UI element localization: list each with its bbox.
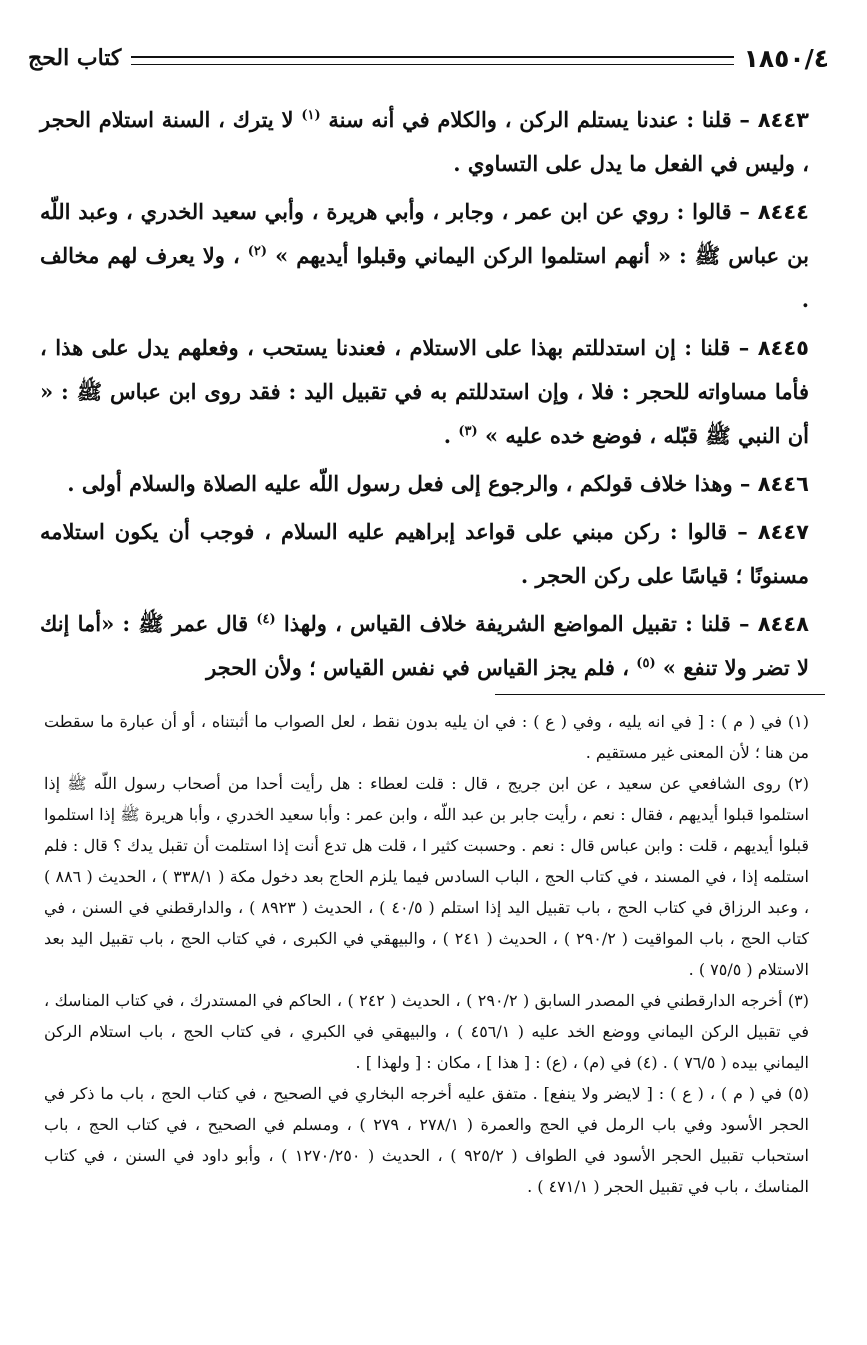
paragraph-text: – قلنا : عندنا يستلم الركن ، والكلام في أنه سنة xyxy=(320,107,750,132)
paragraph-8444 xyxy=(40,190,809,322)
paragraph-text: قال عمر ﷺ : «أما إنك لا تضر ولا تنفع » xyxy=(40,611,809,680)
main-text xyxy=(40,98,809,694)
paragraph-8443 xyxy=(40,98,809,186)
paragraph-number: ٨٤٤٤ xyxy=(757,200,809,224)
book-title: كتاب الحج xyxy=(28,45,122,71)
paragraph-8448 xyxy=(40,602,809,690)
footnote-separator xyxy=(495,694,825,695)
paragraph-number: ٨٤٤٥ xyxy=(757,336,809,360)
paragraph-text: . xyxy=(443,423,459,448)
paragraph-text: ، ولا يعرف لهم مخالف . xyxy=(40,243,809,312)
paragraph-text: ، فلم يجز القياس في نفس القياس ؛ ولأن الحجر xyxy=(206,655,637,680)
paragraph-text: – قلنا : إن استدللتم بهذا على الاستلام ، فعندنا يستحب ، وفعلهم يدل على هذا ، فأما مساواته للحجر : فلا ، وإن استدللتم به في تقبيل اليد : فقد روى ابن عباس ﷺ : « أن النبي ﷺ قبّله ، فوضع خده عليه » xyxy=(40,335,809,448)
paragraph-number: ٨٤٤٦ xyxy=(757,472,809,496)
paragraph-number: ٨٤٤٣ xyxy=(757,108,810,132)
page-header xyxy=(28,38,829,78)
page-number: ١٨٥٠/٤ xyxy=(743,43,829,73)
paragraph-text: – قالوا : ركن مبني على قواعد إبراهيم عليه السلام ، فوجب أن يكون استلامه مسنونًا ؛ قياسًا على ركن الحجر . xyxy=(40,519,809,588)
footnote-marker: (٢) xyxy=(247,244,268,259)
paragraph-number: ٨٤٤٨ xyxy=(757,612,809,636)
header-rule xyxy=(131,56,733,65)
paragraph-text: – قالوا : روي عن ابن عمر ، وجابر ، وأبي هريرة ، وأبي سعيد الخدري ، وعبد اللّه بن عباس ﷺ : « أنهم استلموا الركن اليماني وقبلوا أيديهم » xyxy=(40,199,809,268)
paragraph-text: لا يترك ، السنة استلام الحجر ، وليس في الفعل ما يدل على التساوي . xyxy=(40,107,809,176)
footnote-marker: (٤) xyxy=(256,612,276,627)
paragraph-8445 xyxy=(40,326,809,458)
paragraph-number: ٨٤٤٧ xyxy=(757,520,810,544)
paragraph-text: – وهذا خلاف قولكم ، والرجوع إلى فعل رسول اللّه عليه الصلاة والسلام أولى . xyxy=(67,471,751,496)
footnote-marker: (١) xyxy=(301,108,321,123)
footnote-marker: (٥) xyxy=(636,656,656,671)
paragraph-8446 xyxy=(40,462,809,506)
paragraph-text: – قلنا : تقبيل المواضع الشريفة خلاف القياس ، ولهذا xyxy=(275,611,750,636)
footnotes xyxy=(44,706,809,1202)
paragraph-8447 xyxy=(40,510,809,598)
footnote-marker: (٣) xyxy=(458,424,478,439)
footnote-5: (٥) في ( م ) ، ( ع ) : [ لايضر ولا ينفع] . متفق عليه أخرجه البخاري في الصحيح ، في كتاب الحج ، باب ما ذكر في الحجر الأسود وفي باب الرمل في الحج والعمرة ( ٢٧٨/١ ، ٢٧٩ ) ، ومسلم في الصحيح ، في كتاب الحج ، باب استحباب تقبيل الحجر الأسود في الطواف ( ٩٢٥/٢ ) ، الحديث ( ١٢٧٠/٢٥٠ ) ، وأبو داود في السنن ، في كتاب المناسك ، باب في تقبيل الحجر ( ٤٧١/١ ) . xyxy=(44,1084,810,1196)
footnote-1: (١) في ( م ) : [ في انه يليه ، وفي ( ع ) : في ان يليه بدون نقط ، لعل الصواب ما أثبتناه ، أو أن عبارة ما سقطت من هنا ؛ لأن المعنى غير مستقيم . xyxy=(44,712,810,762)
footnote-3-4: (٣) أخرجه الدارقطني في المصدر السابق ( ٢٩٠/٢ ) ، الحديث ( ٢٤٢ ) ، الحاكم في المستدرك ، في كتاب المناسك ، في تقبيل الركن اليماني ووضع الخد عليه ( ٤٥٦/١ ) ، والبيهقي في الكبري ، في كتاب الحج ، باب استلام الركن اليماني بيده ( ٧٦/٥ ) . (٤) في (م) ، (ع) : [ هذا ] ، مكان : [ ولهذا ] . xyxy=(44,991,809,1072)
footnote-2: (٢) روى الشافعي عن سعيد ، عن ابن جريج ، قال : قلت لعطاء : هل رأيت أحدا من أصحاب رسول اللّه ﷺ إذا استلموا قبلوا أيديهم ، فقال : نعم ، رأيت جابر بن عبد اللّه ، وابن عمر : وأبا سعيد الخدري ، وأبا هريرة ﷺ إذا استلموا قبلوا أيديهم ، قلت : وابن عباس قال : نعم . وحسبت كثير ا ، قلت هل تدع أنت إذا استلمت أن تقبل يدك ؟ قال : فلم استلمه إذا ، في المسند ، في كتاب الحج ، الباب السادس فيما يلزم الحاج بعد دخول مكة ( ٣٣٨/١ ) ، الحديث ( ٨٨٦ ) ، وعبد الرزاق في كتاب الحج ، باب تقبيل اليد إذا استلم ( ٤٠/٥ ) ، الحديث ( ٨٩٢٣ ) ، والدارقطني في السنن ، في كتاب الحج ، باب المواقيت ( ٢٩٠/٢ ) ، الحديث ( ٢٤١ ) ، والبيهقي في الكبرى ، في كتاب الحج ، باب تقبيل اليد بعد الاستلام ( ٧٥/٥ ) . xyxy=(44,774,810,979)
